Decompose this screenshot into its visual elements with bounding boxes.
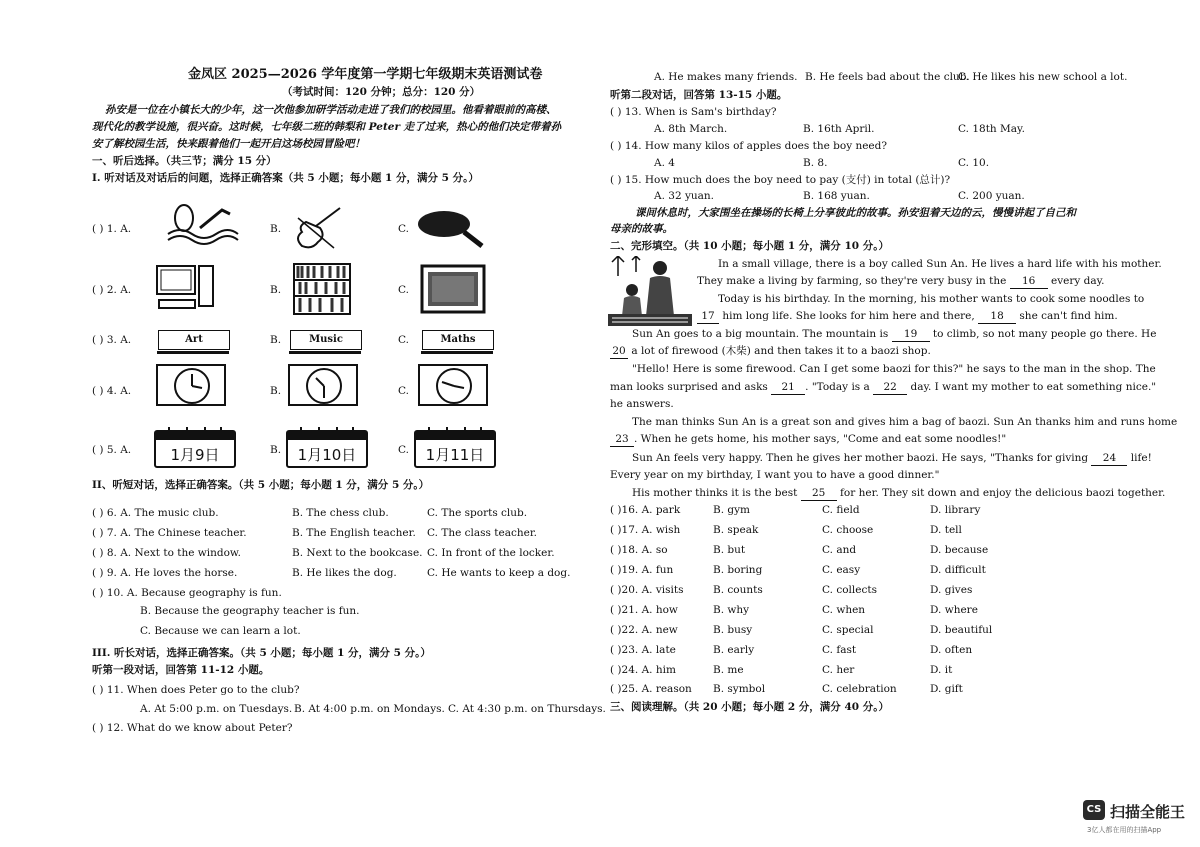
choice-23-a: ( )23. A. late: [610, 644, 676, 656]
q11-text: ( ) 11. When does Peter go to the club?: [92, 684, 300, 696]
blank-22[interactable]: 22: [873, 380, 907, 395]
clock-b-icon: [288, 364, 358, 406]
clock-c-icon: [418, 364, 488, 406]
q3-opt-b: B.: [270, 334, 282, 346]
intro-line-2: 现代化的教学设施，很兴奋。这时候，七年级二班的韩梨和 Peter 走了过来，热心的他们决定带着孙: [92, 121, 562, 133]
cloze-p11: [610, 432, 1006, 447]
choice-16-b: B. gym: [713, 504, 751, 516]
q15-c: C. 200 yuan.: [958, 190, 1025, 202]
q14-text: ( ) 14. How many kilos of apples does the boy need?: [610, 140, 887, 152]
choice-19-a: ( )19. A. fun: [610, 564, 674, 576]
section2-heading: 听第二段对话，回答第 13-15 小题。: [610, 89, 788, 101]
cloze-p5-b: to climb, so not many people go there. He: [932, 328, 1157, 340]
q2-label: ( ) 2. A.: [92, 284, 132, 296]
choice-18-c: C. and: [822, 544, 857, 556]
q13-c: C. 18th May.: [958, 123, 1025, 135]
q11-b: B. At 4:00 p.m. on Mondays.: [294, 703, 445, 715]
q4-opt-b: B.: [270, 385, 282, 397]
blank-21[interactable]: 21: [771, 380, 805, 395]
q7-b: B. The English teacher.: [292, 527, 416, 539]
cloze-p8-b: . "Today is a: [805, 381, 870, 393]
part3-heading: III. 听长对话，选择正确答案。（共 5 小题；每小题 1 分，满分 5 分。）: [92, 647, 431, 659]
q8-b: B. Next to the bookcase.: [292, 547, 423, 559]
q13-a: A. 8th March.: [654, 123, 728, 135]
scanner-tagline: 3亿人都在用的扫描App: [1087, 826, 1162, 834]
q14-c: C. 10.: [958, 157, 990, 169]
q15-b: B. 168 yuan.: [803, 190, 870, 202]
q2-opt-b: B.: [270, 284, 282, 296]
blank-19[interactable]: 19: [892, 327, 930, 342]
choice-18-d: D. because: [930, 544, 989, 556]
reading-heading: 三、阅读理解。（共 20 小题；每小题 2 分，满分 40 分。）: [610, 701, 889, 713]
choice-17-d: D. tell: [930, 524, 962, 536]
cloze-p2-b: every day.: [1051, 275, 1105, 287]
choice-24-d: D. it: [930, 664, 953, 676]
cloze-p12: [632, 451, 1152, 466]
choice-24-b: B. me: [713, 664, 744, 676]
choice-16-d: D. library: [930, 504, 981, 516]
choice-24-a: ( )24. A. him: [610, 664, 676, 676]
choice-16-c: C. field: [822, 504, 860, 516]
cloze-p2: [697, 274, 1105, 289]
q10-a: ( ) 10. A. Because geography is fun.: [92, 587, 282, 599]
cloze-p8-a: man looks surprised and asks: [610, 381, 768, 393]
blank-16[interactable]: 16: [1010, 274, 1048, 289]
q15-a: A. 32 yuan.: [654, 190, 715, 202]
q1-opt-b: B.: [270, 223, 282, 235]
q11-c: C. At 4:30 p.m. on Thursdays.: [448, 703, 606, 715]
q12-a: A. He makes many friends.: [654, 71, 798, 83]
blackboard-icon: [420, 264, 486, 314]
choice-25-d: D. gift: [930, 683, 963, 695]
q12-c: C. He likes his new school a lot.: [958, 71, 1128, 83]
q8-a: ( ) 8. A. Next to the window.: [92, 547, 242, 559]
q5-opt-c: C.: [398, 444, 409, 456]
q14-a: A. 4: [654, 157, 675, 169]
choice-18-a: ( )18. A. so: [610, 544, 668, 556]
swimming-icon: [160, 202, 240, 247]
q14-b: B. 8.: [803, 157, 828, 169]
cloze-p11-text: . When he gets home, his mother says, "Come and eat some noodles!": [634, 433, 1007, 445]
q13-b: B. 16th April.: [803, 123, 875, 135]
exam-title: 金凤区 2025—2026 学年度第一学期七年级期末英语测试卷: [188, 67, 543, 82]
q9-c: C. He wants to keep a dog.: [427, 567, 571, 579]
q12-b: B. He feels bad about the club.: [805, 71, 970, 83]
q5-opt-b: B.: [270, 444, 282, 456]
cloze-p5: [632, 327, 1156, 342]
cloze-p1: In a small village, there is a boy called Sun An. He lives a hard life with his mother.: [718, 258, 1162, 270]
cloze-p7: "Hello! Here is some firewood. Can I get some baozi for this?" he says to the man in the shop. The: [632, 363, 1156, 375]
computer-icon: [155, 262, 217, 312]
q3-opt-c: C.: [398, 334, 409, 346]
q5-label: ( ) 5. A.: [92, 444, 132, 456]
calendar-a-icon: [154, 430, 236, 468]
cloze-p12-a: Sun An feels very happy. Then he gives her mother baozi. He says, "Thanks for giving: [632, 452, 1089, 464]
choice-25-a: ( )25. A. reason: [610, 683, 692, 695]
choice-17-c: C. choose: [822, 524, 874, 536]
cloze-p4-a: him long life. She looks for him here and there,: [722, 310, 975, 322]
blank-24[interactable]: 24: [1091, 451, 1127, 466]
choice-25-c: C. celebration: [822, 683, 897, 695]
blank-20[interactable]: 20: [610, 344, 628, 359]
q7-c: C. The class teacher.: [427, 527, 538, 539]
mother-son-illustration: [608, 256, 692, 326]
choice-19-c: C. easy: [822, 564, 861, 576]
q13-text: ( ) 13. When is Sam's birthday?: [610, 106, 777, 118]
choice-17-b: B. speak: [713, 524, 759, 536]
q1-label: ( ) 1. A.: [92, 223, 132, 235]
cloze-heading: 二、完形填空。（共 10 小题；每小题 1 分，满分 10 分。）: [610, 240, 889, 252]
calendar-c-icon: [414, 430, 496, 468]
cloze-p5-a: Sun An goes to a big mountain. The mountain is: [632, 328, 889, 340]
cloze-p6-text: a lot of firewood (木柴) and then takes it to a baozi shop.: [631, 345, 931, 357]
q4-label: ( ) 4. A.: [92, 385, 132, 397]
intro-line-3: 安了解校园生活，快来跟着他们一起开启这场校园冒险吧！: [92, 138, 365, 150]
story-intro-2: 母亲的故事。: [610, 223, 673, 235]
choice-22-b: B. busy: [713, 624, 753, 636]
blank-18[interactable]: 18: [978, 309, 1016, 324]
cloze-p13: Every year on my birthday, I want you to have a good dinner.": [610, 469, 940, 481]
q6-c: C. The sports club.: [427, 507, 528, 519]
choice-21-b: B. why: [713, 604, 750, 616]
q9-b: B. He likes the dog.: [292, 567, 397, 579]
calendar-c-date: 1月11日: [425, 446, 485, 464]
choice-17-a: ( )17. A. wish: [610, 524, 681, 536]
q3-label: ( ) 3. A.: [92, 334, 132, 346]
violin-icon: [290, 204, 350, 250]
choice-21-c: C. when: [822, 604, 866, 616]
story-intro-1: 课间休息时，大家围坐在操场的长椅上分享彼此的故事。孙安狙着天边的云，慢慢讲起了自己和: [635, 207, 1076, 219]
cloze-p14-b: for her. They sit down and enjoy the delicious baozi together.: [840, 487, 1166, 499]
q11-a: A. At 5:00 p.m. on Tuesdays.: [140, 703, 293, 715]
calendar-b-date: 1月10日: [297, 446, 357, 464]
choice-21-d: D. where: [930, 604, 978, 616]
q10-b: B. Because the geography teacher is fun.: [140, 605, 360, 617]
choice-20-b: B. counts: [713, 584, 763, 596]
q7-a: ( ) 7. A. The Chinese teacher.: [92, 527, 247, 539]
choice-19-b: B. boring: [713, 564, 763, 576]
scanner-logo: CS: [1083, 800, 1105, 820]
calendar-a-date: 1月9日: [170, 446, 220, 464]
q12-text: ( ) 12. What do we know about Peter?: [92, 722, 293, 734]
choice-22-a: ( )22. A. new: [610, 624, 678, 636]
cloze-p4: [697, 309, 1118, 324]
choice-22-c: C. special: [822, 624, 874, 636]
choice-19-d: D. difficult: [930, 564, 986, 576]
choice-24-c: C. her: [822, 664, 855, 676]
clock-a-icon: [156, 364, 226, 406]
art-book-label: Art: [158, 330, 230, 350]
choice-20-d: D. gives: [930, 584, 973, 596]
q1-opt-c: C.: [398, 223, 409, 235]
choice-23-d: D. often: [930, 644, 973, 656]
q8-c: C. In front of the locker.: [427, 547, 555, 559]
q15-text: ( ) 15. How much does the boy need to pay (支付) in total (总计)?: [610, 174, 951, 186]
part2-heading: II、听短对话，选择正确答案。（共 5 小题；每小题 1 分，满分 5 分。）: [92, 479, 430, 491]
choice-25-b: B. symbol: [713, 683, 766, 695]
cloze-p3: Today is his birthday. In the morning, his mother wants to cook some noodles to: [718, 293, 1145, 305]
music-book-label: Music: [290, 330, 362, 350]
frying-pan-icon: [416, 206, 486, 250]
cloze-p4-b: she can't find him.: [1019, 310, 1118, 322]
cloze-p10: The man thinks Sun An is a great son and gives him a bag of baozi. Sun An thanks him and runs home: [632, 416, 1178, 428]
scanner-name: 扫描全能王: [1110, 803, 1186, 821]
cloze-p6: [610, 344, 931, 359]
q4-opt-c: C.: [398, 385, 409, 397]
listening-heading: 一、听后选择。（共三节；满分 15 分）: [92, 155, 277, 167]
choice-20-c: C. collects: [822, 584, 877, 596]
blank-25[interactable]: 25: [801, 486, 837, 501]
choice-22-d: D. beautiful: [930, 624, 993, 636]
q6-b: B. The chess club.: [292, 507, 389, 519]
intro-line-1: 孙安是一位在小镇长大的少年，这一次他参加研学活动走进了我们的校园里。他看着眼前的高楼、: [105, 104, 557, 116]
bookshelf-icon: [292, 262, 352, 316]
section1-heading: 听第一段对话，回答第 11-12 小题。: [92, 664, 270, 676]
part1-heading: I. 听对话及对话后的问题，选择正确答案（共 5 小题；每小题 1 分，满分 5 分。）: [92, 172, 479, 184]
cloze-p14-a: His mother thinks it is the best: [632, 487, 798, 499]
cloze-p8: [610, 380, 1156, 395]
choice-18-b: B. but: [713, 544, 746, 556]
cloze-p2-a: They make a living by farming, so they're very busy in the: [697, 275, 1007, 287]
choice-21-a: ( )21. A. how: [610, 604, 678, 616]
cloze-p8-c: day. I want my mother to eat something nice.": [910, 381, 1157, 393]
cloze-p14: [632, 486, 1165, 501]
blank-23[interactable]: 23: [610, 432, 634, 447]
cloze-p12-b: life!: [1130, 452, 1152, 464]
cloze-p9: he answers.: [610, 398, 674, 410]
choice-23-c: C. fast: [822, 644, 857, 656]
choice-23-b: B. early: [713, 644, 755, 656]
calendar-b-icon: [286, 430, 368, 468]
blank-17[interactable]: 17: [697, 309, 719, 324]
maths-book-label: Maths: [422, 330, 494, 350]
choice-20-a: ( )20. A. visits: [610, 584, 684, 596]
q9-a: ( ) 9. A. He loves the horse.: [92, 567, 238, 579]
q2-opt-c: C.: [398, 284, 409, 296]
q6-a: ( ) 6. A. The music club.: [92, 507, 219, 519]
q10-c: C. Because we can learn a lot.: [140, 625, 301, 637]
exam-meta: （考试时间：120 分钟；总分：120 分）: [282, 86, 481, 98]
choice-16-a: ( )16. A. park: [610, 504, 681, 516]
